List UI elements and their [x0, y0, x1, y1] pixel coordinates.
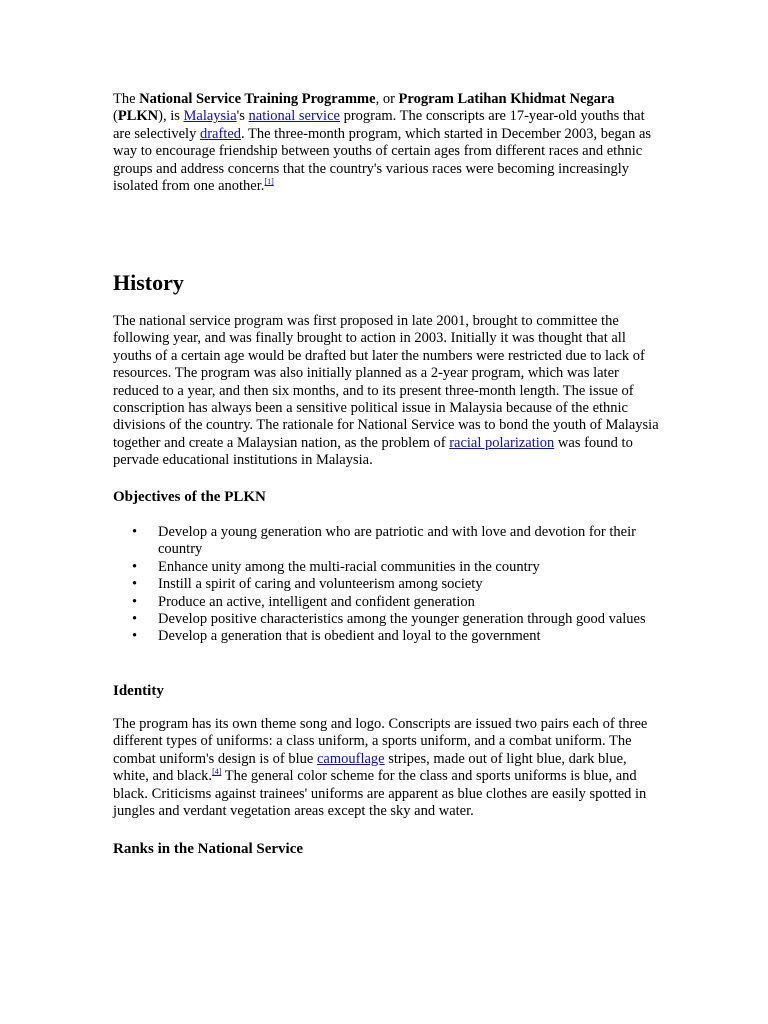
- malaysia-link[interactable]: Malaysia: [183, 108, 237, 125]
- bullet-icon: •: [132, 593, 138, 610]
- identity-text: stripes, made out of light blue, dark blue, white, and black.: [113, 750, 627, 785]
- intro-text: 's: [236, 108, 249, 125]
- objectives-heading: Objectives of the PLKN: [113, 489, 266, 505]
- objective-text: Develop a generation that is obedient and loyal to the government: [158, 628, 541, 645]
- identity-heading: Identity: [113, 683, 164, 699]
- ranks-heading: Ranks in the National Service: [113, 841, 304, 857]
- bullet-icon: •: [132, 558, 138, 575]
- objective-text: Produce an active, intelligent and confident generation: [158, 593, 475, 610]
- term-program-latihan-khidmat-negara: Program Latihan Khidmat Negara: [398, 91, 615, 107]
- bullet-icon: •: [132, 576, 138, 593]
- citation-4-link[interactable]: [4]: [212, 767, 222, 777]
- intro-paragraph: [113, 91, 661, 195]
- term-plkn: PLKN: [117, 108, 159, 125]
- bullet-icon: •: [132, 611, 138, 628]
- bullet-icon: •: [132, 628, 138, 645]
- history-text: The national service program was first proposed in late 2001, brought to committee the following year, and was finally brought to action in 2003. Initially it was thought that all youths of a certain age would be drafted but later the numbers were restricted due to lack of resources. The program was also initially planned as a 2-year program, which was later reduced to a year, and then six months, and to its present three-month length. The issue of conscription has always been a sensitive political issue in Malaysia because of the ethnic divisions of the country. The rationale for National Service was to bond the youth of Malaysia together and create a Malaysian nation, as the problem of: [113, 313, 659, 451]
- intro-text: . The three-month program, which started in December 2003, began as way to encourage friendship between youths of certain ages from different races and ethnic groups and address concerns that the country's various races were becoming increasingly isolated from one another.: [113, 125, 652, 195]
- objective-text: Instill a spirit of caring and volunteerism among society: [158, 576, 483, 593]
- list-item: [113, 576, 661, 593]
- list-item: [113, 611, 661, 628]
- drafted-link[interactable]: drafted: [199, 125, 242, 142]
- objective-text: Develop a young generation who are patriotic and with love and devotion for their country: [158, 524, 636, 558]
- objective-text: Develop positive characteristics among the younger generation through good values: [158, 611, 646, 628]
- intro-text: (: [113, 108, 118, 125]
- objective-text: Enhance unity among the multi-racial communities in the country: [158, 558, 540, 575]
- identity-paragraph: [113, 716, 661, 820]
- racial-polarization-link[interactable]: racial polarization: [449, 434, 555, 451]
- objectives-list: [113, 524, 661, 646]
- identity-text: The general color scheme for the class and sports uniforms is blue, and black. Criticisms against trainees' uniforms are apparent as blue clothes are easily spotted in jungles and verdant vegetation areas except the sky and water.: [113, 768, 647, 820]
- intro-text: program. The conscripts are 17-year-old youths that are selectively: [113, 108, 645, 142]
- bullet-icon: •: [132, 524, 138, 540]
- list-item: [113, 524, 661, 559]
- term-national-service-training-programme: National Service Training Programme: [139, 91, 376, 107]
- national-service-link[interactable]: national service: [248, 108, 340, 125]
- list-item: [113, 594, 661, 611]
- list-item: [113, 628, 661, 645]
- list-item: [113, 559, 661, 576]
- history-heading: History: [113, 270, 184, 295]
- intro-text: ), is: [158, 108, 184, 125]
- history-text: was found to pervade educational institutions in Malaysia.: [113, 434, 633, 469]
- identity-text: The program has its own theme song and logo. Conscripts are issued two pairs each of three different types of uniforms: a class uniform, a sports uniform, and a combat uniform. The combat uniform's design is of blue: [113, 716, 648, 767]
- camouflage-link[interactable]: camouflage: [316, 750, 385, 767]
- history-paragraph: [113, 313, 661, 470]
- citation-1-link[interactable]: [1]: [264, 177, 274, 187]
- intro-text: The: [113, 91, 140, 107]
- intro-text: , or: [375, 91, 399, 107]
